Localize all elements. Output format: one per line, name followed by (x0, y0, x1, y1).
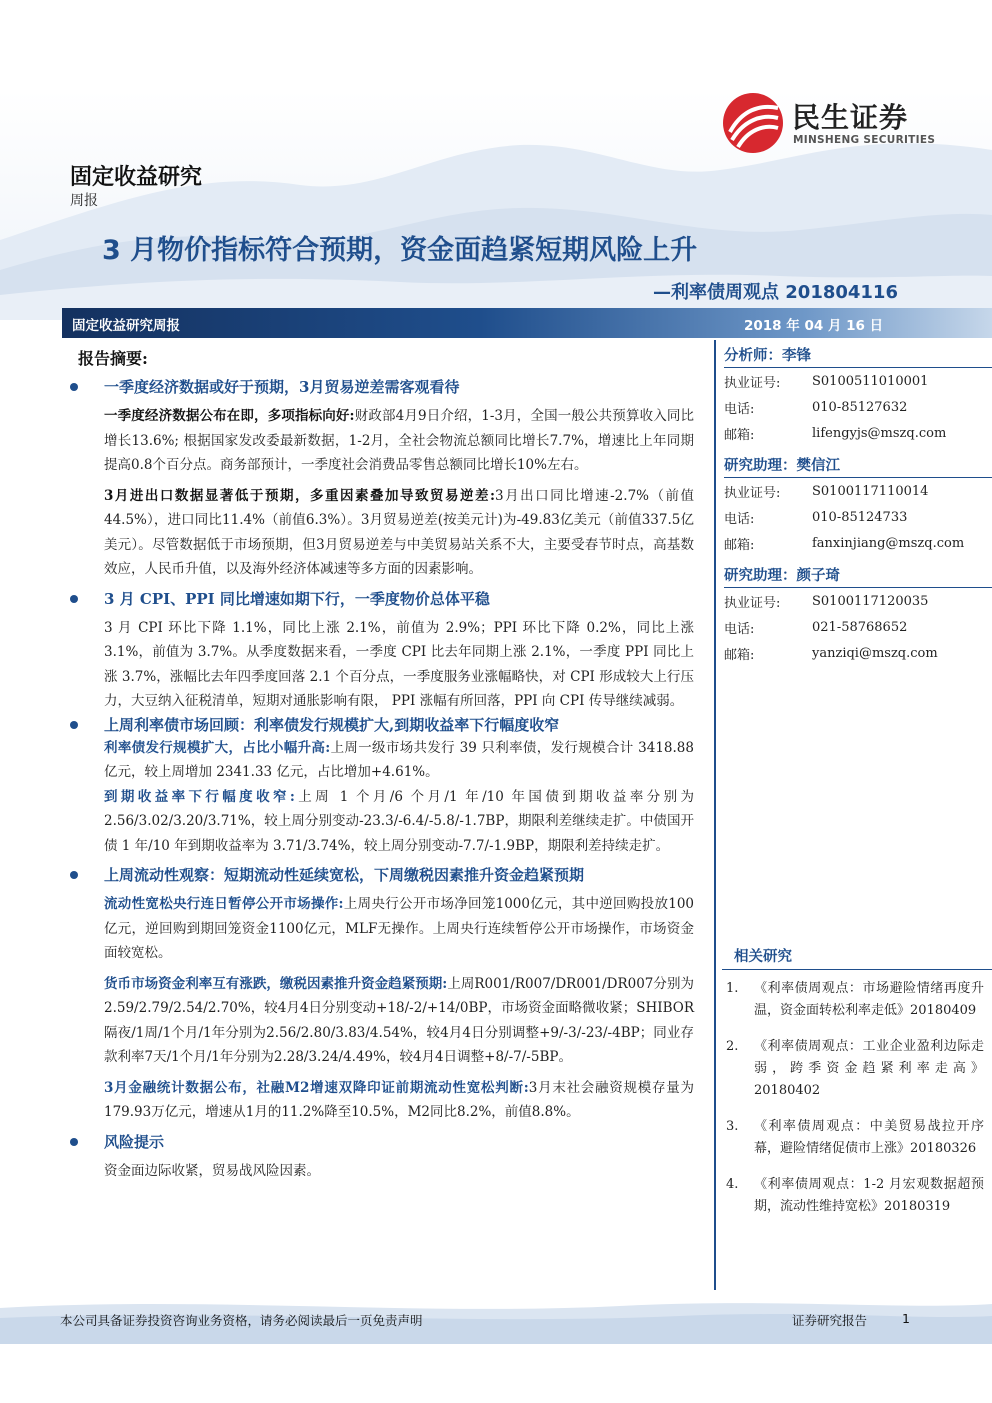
bullet-icon (70, 721, 78, 729)
analyst-license: 执业证号: S0100117120035 (724, 593, 929, 611)
analyst-phone: 电话: 021-58768652 (724, 619, 908, 637)
section-paragraph: 3月金融统计数据公布，社融M2增速双降印证前期流动性宽松判断:3月末社会融资规模存量为179.93万亿元，增速从1月的11.2%降至10.5%，M2同比8.2%，前值8.8%。 (104, 1079, 695, 1120)
email-link[interactable]: yanziqi@mszq.com (812, 645, 938, 661)
section-paragraph: 利率债发行规模扩大，占比小幅升高:上周一级市场共发行 39 只利率债，发行规模合计 3418.88 亿元，较上周增加 2341.33 亿元，占比增加+4.61%。 (104, 739, 694, 780)
section-paragraph: 一季度经济数据公布在即，多项指标向好:财政部4月9日介绍，1-3月，全国一般公共预算收入同比增长13.6%; 根据国家发改委最新数据，1-2月，全社会物流总额同比增长7.7%，增速比上年同期提高0.8个百分点。商务部预计，一季度社会消费品零售总额同比增长10%左右。 (104, 408, 695, 473)
page-footer (0, 1296, 992, 1344)
email-link[interactable]: lifengyjs@mszq.com (812, 425, 947, 441)
analyst-phone: 电话: 010-85124733 (724, 509, 908, 527)
email-link[interactable]: fanxinjiang@mszq.com (812, 535, 965, 551)
section-heading: 3 月 CPI、PPI 同比增速如期下行，一季度物价总体平稳 (104, 589, 490, 608)
sidebar-rule (714, 340, 716, 1290)
section-heading: 一季度经济数据或好于预期，3月贸易逆差需客观看待 (104, 378, 460, 396)
related-item[interactable]: 4. 《利率债周观点：1-2 月宏观数据超预期，流动性维持宽松》20180319 (726, 1177, 984, 1214)
section-paragraph: 货币市场资金利率互有涨跌，缴税因素推升资金趋紧预期:上周R001/R007/DR001/DR007分别为2.59/2.79/2.54/2.70%，较4月4日分别变动+18/-2/+14/0BP，市场资金面略微收紧；SHIBOR隔夜/1周/1个月/1年分别为2.56/2.80/3.83/4.54%，较4月4日分别调整+9/-3/-23/-4BP；同业存款利率7天/1个月/1年分别为2.28/3.24/4.49%，较4月4日调整+8/-7/-5BP。 (104, 975, 694, 1065)
section-paragraph: 3 月 CPI 环比下降 1.1%，同比上涨 2.1%，前值为 2.9%；PPI 环比下降 0.2%，同比上涨 3.1%，前值为 3.7%。从季度数据来看，一季度 CPI 比去年同期上涨 2.1%，一季度 PPI 同比上涨 3.7%，涨幅比去年四季度回落 2.1 个百分点，一季度服务业涨幅略快，对 CPI 形成较大上行压力，大豆纳入征税清单，短期对通胀影响有限， PPI 涨幅有所回落，PPI 向 CPI 传导继续减弱。 (104, 619, 694, 709)
section-paragraph: 到期收益率下行幅度收窄:上周 1 个月/6 个月/1 年/10 年国债到期收益率分别为 2.56/3.02/3.20/3.71%，较上周分别变动-23.3/-6.4/-5.8/-1.7BP，期限利差继续走扩。中债国开债 1 年/10 年到期收益率为 3.71/3.74%，较上周分别变动-7.7/-1.9BP，期限利差持续走扩。 (104, 788, 695, 854)
section-1 (62, 376, 694, 582)
abstract-title: 报告摘要: (78, 349, 148, 368)
section-heading: 风险提示 (104, 1132, 165, 1151)
report-date: 2018 年 04 月 16 日 (744, 318, 884, 334)
bullet-icon (70, 383, 78, 391)
company-logo (722, 92, 952, 156)
section-heading: 上周利率债市场回顾：利率债发行规模扩大,到期收益率下行幅度收窄 (104, 715, 560, 734)
section-heading: 上周流动性观察：短期流动性延续宽松，下周缴税因素推升资金趋紧预期 (104, 866, 585, 884)
logo-name-cn: 民生证券 (792, 101, 909, 134)
report-subcategory: 周报 (70, 193, 98, 209)
analyst-license: 执业证号: S0100117110014 (724, 483, 929, 501)
bullet-icon (70, 1138, 78, 1146)
section-5 (62, 1131, 694, 1184)
logo-name-en: MINSHENG SECURITIES (793, 134, 936, 146)
main-content (62, 376, 694, 1183)
section-4 (62, 864, 694, 1125)
related-research-list (722, 978, 984, 1232)
analyst-sidebar (714, 340, 992, 670)
bullet-icon (70, 871, 78, 879)
analyst-email: 邮箱: lifengyjs@mszq.com (724, 420, 992, 446)
footer-disclaimer: 本公司具备证券投资咨询业务资格，请务必阅读最后一页免责声明 (60, 1313, 423, 1328)
minsheng-logo-icon (722, 92, 784, 154)
analyst-license: 执业证号: S0100511010001 (724, 373, 929, 391)
related-research-heading: 相关研究 (722, 942, 992, 970)
report-title: 3 月物价指标符合预期，资金面趋紧短期风险上升 (102, 235, 698, 266)
footer-doc-type: 证券研究报告 (792, 1313, 868, 1328)
analyst-email: 邮箱: fanxinjiang@mszq.com (724, 530, 992, 556)
report-category: 固定收益研究 (70, 165, 203, 190)
related-item[interactable]: 2. 《利率债周观点：工业企业盈利边际走弱，跨季资金趋紧利率走高》20180402 (726, 1039, 984, 1098)
band-label: 固定收益研究周报 (72, 318, 180, 334)
analyst-role: 分析师：李锋 (724, 340, 992, 368)
bullet-icon (70, 595, 78, 603)
analyst-role: 研究助理：樊信江 (724, 450, 992, 478)
related-item[interactable]: 1. 《利率债周观点：市场避险情绪再度升温，资金面转松利率走低》20180409 (726, 981, 984, 1018)
page-number: 1 (902, 1311, 910, 1326)
analyst-email: 邮箱: yanziqi@mszq.com (724, 640, 992, 666)
analyst-role: 研究助理：颜子琦 (724, 560, 992, 588)
analyst-phone: 电话: 010-85127632 (724, 399, 908, 417)
report-subtitle: —利率债周观点 201804116 (653, 282, 898, 303)
section-paragraph: 资金面边际收紧，贸易战风险因素。 (104, 1162, 320, 1179)
header-band (62, 308, 992, 338)
section-paragraph: 流动性宽松央行连日暂停公开市场操作:上周央行公开市场净回笼1000亿元，其中逆回购投放100亿元，逆回购到期回笼资金1100亿元，MLF无操作。上周央行连续暂停公开市场操作，市场资金面较宽松。 (104, 896, 695, 961)
section-2 (62, 588, 694, 714)
section-paragraph: 3月进出口数据显著低于预期，多重因素叠加导致贸易逆差:3月出口同比增速-2.7%（前值44.5%），进口同比11.4%（前值6.3%）。3月贸易逆差(按美元计)为-49.83亿美元（前值337.5亿美元）。尽管数据低于市场预期，但3月贸易逆差与中美贸易站关系不大，主要受春节时点，高基数效应，人民币升值，以及海外经济体减速等多方面的因素影响。 (104, 487, 694, 577)
section-3 (62, 714, 694, 859)
related-item[interactable]: 3. 《利率债周观点：中美贸易战拉开序幕，避险情绪促债市上涨》20180326 (726, 1119, 984, 1156)
